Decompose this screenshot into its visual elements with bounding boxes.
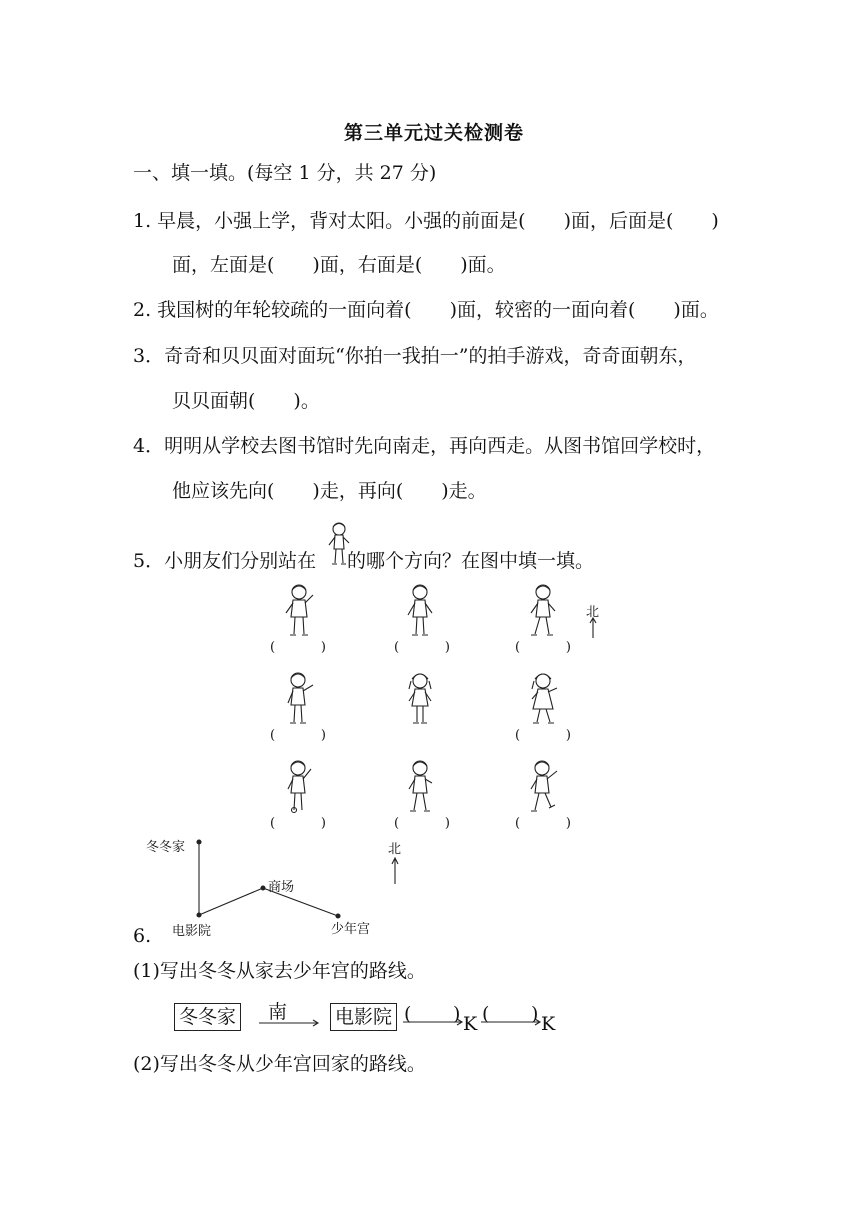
- route-start-box: 冬冬家: [174, 1003, 241, 1031]
- answer-blank-south[interactable]: ( ): [394, 816, 450, 831]
- north-label-q5: 北: [586, 605, 600, 620]
- route-arrow-3-icon: [480, 1017, 542, 1027]
- child-figure-west: [283, 671, 317, 727]
- question-6-part-1: (1)写出冬冬从家去少年宫的路线。: [133, 960, 426, 982]
- route-stop-box: 电影院: [330, 1003, 397, 1031]
- question-5-text-end: 的哪个方向？在图中填一填。: [347, 550, 595, 572]
- child-figure-center: [405, 671, 435, 727]
- child-figure-south: [405, 759, 435, 815]
- route-blank-1-open: (: [404, 1003, 412, 1025]
- map-label-palace: 少年宫: [331, 922, 371, 937]
- question-4-line-1: 4．明明从学校去图书馆时先向南走，再向西走。从图书馆回学校时，: [133, 435, 716, 457]
- child-figure-southwest: [283, 759, 317, 815]
- route-point-k-1: K: [463, 1013, 478, 1035]
- route-arrow-1-icon: [258, 1018, 320, 1028]
- question-6-number: 6.: [133, 925, 152, 947]
- child-figure-north: [405, 583, 435, 639]
- north-arrow-q5-icon: [588, 617, 598, 639]
- question-3-line-2: 贝贝面朝( )。: [172, 390, 320, 412]
- answer-blank-southwest[interactable]: ( ): [270, 816, 326, 831]
- page-title: 第三单元过关检测卷: [343, 122, 524, 144]
- route-blank-2-open: (: [482, 1003, 490, 1025]
- north-label-q6: 北: [388, 842, 402, 857]
- route-arrow-2-icon: [402, 1017, 464, 1027]
- answer-blank-northwest[interactable]: ( ): [270, 640, 326, 655]
- answer-blank-southeast[interactable]: ( ): [515, 816, 571, 831]
- north-arrow-q6-icon: [390, 857, 400, 885]
- answer-blank-west[interactable]: ( ): [270, 728, 326, 743]
- map-label-cinema: 电影院: [172, 924, 212, 939]
- route-direction-1: 南: [268, 1001, 288, 1023]
- question-3-line-1: 3．奇奇和贝贝面对面玩“你拍一我拍一”的拍手游戏，奇奇面朝东，: [133, 345, 697, 367]
- question-1-line-2: 面，左面是( )面，右面是( )面。: [172, 254, 506, 276]
- child-figure-southeast: [527, 759, 561, 815]
- map-label-mall: 商场: [268, 880, 295, 895]
- route-blank-1-close[interactable]: ): [453, 1003, 461, 1025]
- route-point-k-2: K: [541, 1013, 556, 1035]
- question-6-part-2: (2)写出冬冬从少年宫回家的路线。: [133, 1053, 426, 1075]
- question-2: 2. 我国树的年轮较疏的一面向着( )面，较密的一面向着( )面。: [133, 299, 719, 321]
- route-blank-2-close[interactable]: ): [531, 1003, 539, 1025]
- question-1-line-1: 1. 早晨，小强上学，背对太阳。小强的前面是( )面，后面是( ): [133, 210, 719, 232]
- child-figure-east: [527, 671, 561, 727]
- question-4-line-2: 他应该先向( )走，再向( )走。: [172, 480, 487, 502]
- answer-blank-north[interactable]: ( ): [394, 640, 450, 655]
- answer-blank-east[interactable]: ( ): [515, 728, 571, 743]
- map-label-home: 冬冬家: [146, 840, 186, 855]
- child-figure-northeast: [527, 583, 559, 639]
- answer-blank-northeast[interactable]: ( ): [515, 640, 571, 655]
- question-5-text-start: 5．小朋友们分别站在: [133, 550, 317, 572]
- child-figure-northwest: [283, 583, 317, 639]
- section-heading: 一、填一填。(每空 1 分，共 27 分): [133, 162, 437, 184]
